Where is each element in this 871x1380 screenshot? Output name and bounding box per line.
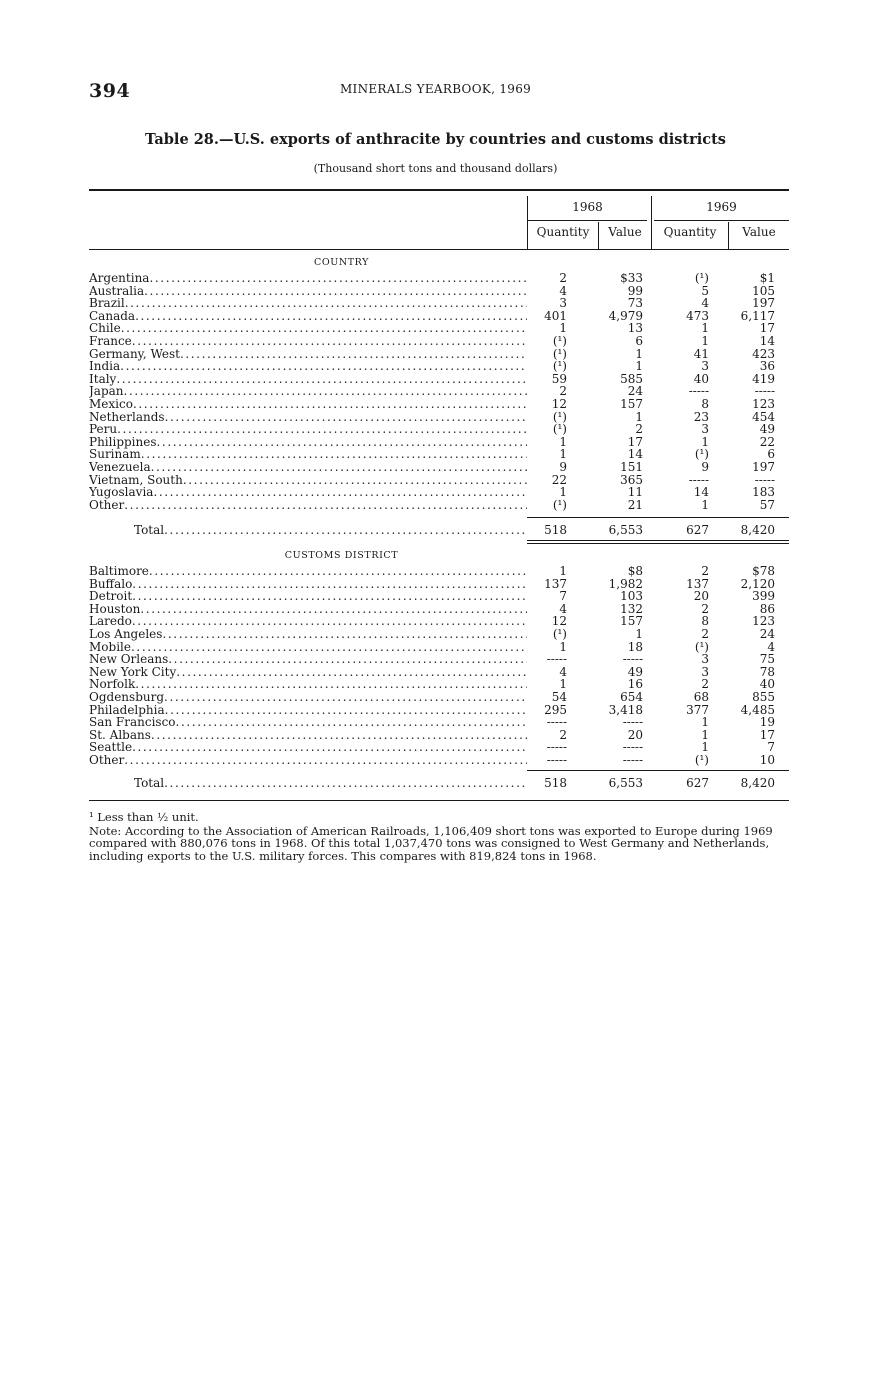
header-bottom-rule: [89, 249, 789, 250]
quantity-1969-cell: 3: [701, 422, 709, 437]
row-name: Laredo .....: [89, 615, 527, 628]
row-name: New York City .....: [89, 666, 527, 679]
row-name: India .....: [89, 360, 527, 373]
row-name: Argentina .....: [89, 272, 527, 285]
table-row: [89, 411, 789, 424]
quantity-1968-cell: (¹): [552, 497, 567, 512]
value-1969-cell: 183: [752, 485, 775, 500]
quantity-1969-cell: 2: [701, 601, 709, 616]
quantity-1969-cell: 3: [701, 664, 709, 679]
row-name: Norfolk .....: [89, 678, 527, 691]
value-1969-cell: 49: [759, 422, 775, 437]
value-1968-cell: 18: [627, 639, 643, 654]
quantity-1969-cell: 1: [701, 434, 709, 449]
table-row: [89, 754, 789, 767]
quantity-1969-cell: -----: [688, 472, 709, 487]
quantity-1969-cell: 2: [701, 627, 709, 641]
value-1969-cell: 24: [759, 627, 775, 641]
value-1969-cell: 4: [767, 639, 775, 654]
district-subtotal-rule: [527, 770, 789, 771]
footnote: ¹ Less than ½ unit.: [89, 810, 199, 824]
value-1969-cell: 10: [759, 753, 775, 767]
value-1969-cell: 419: [752, 371, 775, 386]
value-1969-cell: 14: [759, 334, 775, 348]
quantity-1968-cell: 12: [551, 397, 567, 411]
table-row: [89, 335, 789, 348]
value-1968-cell: 16: [627, 677, 643, 692]
value-1968-cell: 157: [620, 614, 643, 629]
value-1968-cell: $8: [627, 564, 643, 578]
quantity-1968-cell: (¹): [552, 627, 567, 641]
table-row: [89, 474, 789, 487]
value-1968-cell: 654: [620, 690, 643, 704]
row-name: Brazil .....: [89, 297, 527, 310]
quantity-1968-cell: 1: [559, 564, 567, 578]
value-1969-cell: 36: [759, 359, 775, 374]
quantity-1968-cell: 295: [544, 702, 567, 717]
row-name: Houston .....: [89, 603, 527, 616]
quantity-1969-cell: 2: [701, 677, 709, 692]
quantity-1969-cell: 68: [693, 690, 709, 704]
quantity-1968-cell: (¹): [552, 409, 567, 424]
table-row: [89, 373, 789, 386]
row-name: Peru .....: [89, 423, 527, 436]
table-title: Table 28.—U.S. exports of anthracite by countries and customs districts: [145, 131, 726, 148]
value-1968-cell: $33: [620, 271, 643, 285]
table-row: [89, 666, 789, 679]
note-text: Note: According to the Association of American Railroads, 1,106,409 short tons was exported to Europe during 1969 compared with 880,076 tons in 1968. Of this total 1,037,470 tons was consigned to West Germany and Netherlands, including exports to the U.S. military forces. This compares with 819,824 tons in 1968.: [89, 823, 773, 863]
quantity-1968-cell: 4: [559, 601, 567, 616]
page-number: 394: [89, 80, 131, 102]
year-1968-header: 1968: [572, 200, 603, 214]
value-1969-cell: 197: [752, 460, 775, 474]
value-1969-cell: 78: [759, 664, 775, 679]
total-row: [89, 524, 789, 537]
quantity-1968-cell: 54: [551, 690, 567, 704]
quantity-1969-cell: 41: [693, 346, 709, 361]
year-1968-underline: [528, 220, 647, 221]
header-divider-3: [651, 196, 652, 250]
value-1968-cell: -----: [622, 715, 643, 730]
table-row: [89, 653, 789, 666]
value-1969-cell: 75: [759, 652, 775, 667]
table-row: [89, 716, 789, 729]
value-1968-cell: -----: [622, 753, 643, 767]
quantity-1968-cell: 22: [551, 472, 567, 487]
row-name: France .....: [89, 335, 527, 348]
quantity-1969-cell: 5: [701, 283, 709, 298]
table-row: [89, 486, 789, 499]
value-1968-cell: 2: [635, 422, 643, 437]
value-1968-cell: 151: [620, 460, 643, 474]
value-1969-cell: 86: [759, 601, 775, 616]
quantity-1968-cell: -----: [546, 652, 567, 667]
row-name: Philippines .....: [89, 436, 527, 449]
quantity-1968-cell: 4: [559, 664, 567, 679]
row-name: Netherlands .....: [89, 411, 527, 424]
quantity-1968-cell: -----: [546, 740, 567, 755]
value-1968-cell: 1: [635, 346, 643, 361]
quantity-1968-cell: 59: [551, 371, 567, 386]
table-row: [89, 603, 789, 616]
quantity-1969-cell: 137: [686, 576, 709, 591]
row-name: Venezuela .....: [89, 461, 527, 474]
quantity-1969-cell: 4: [701, 296, 709, 311]
value-1968-cell: 585: [620, 371, 643, 386]
row-name: Chile .....: [89, 322, 527, 335]
quantity-1968-cell: 1: [559, 447, 567, 462]
row-name: Detroit .....: [89, 590, 527, 603]
quantity-1968-cell: 2: [559, 727, 567, 742]
row-name: Surinam .....: [89, 448, 527, 461]
year-1969-header: 1969: [706, 200, 737, 214]
value-1969-cell: $78: [752, 564, 775, 578]
row-name: Australia .....: [89, 285, 527, 298]
table-subtitle: (Thousand short tons and thousand dollars): [313, 162, 558, 175]
value-1968-cell: 4,979: [608, 308, 643, 323]
quantity-1969-header: Quantity: [663, 225, 717, 239]
quantity-1969-cell: 377: [686, 702, 709, 717]
quantity-1968-cell: (¹): [552, 422, 567, 437]
row-name: New Orleans .....: [89, 653, 527, 666]
value-1968-cell: 3,418: [608, 702, 643, 717]
value-1969-cell: 123: [752, 397, 775, 411]
value-1969-cell: $1: [759, 271, 775, 285]
value-1969-header: Value: [742, 225, 776, 239]
quantity-1968-cell: 12: [551, 614, 567, 629]
quantity-1968-cell: 2: [559, 271, 567, 285]
table-row: [89, 310, 789, 323]
value-1968-cell: 14: [627, 447, 643, 462]
row-name: San Francisco .....: [89, 716, 527, 729]
quantity-1968-cell: 2: [559, 384, 567, 399]
quantity-1968-cell: 1: [559, 321, 567, 336]
table-row: [89, 297, 789, 310]
value-1968-cell: 1: [635, 359, 643, 374]
quantity-1968-cell: 518: [544, 776, 567, 790]
row-name: Baltimore .....: [89, 565, 527, 578]
table-row: [89, 385, 789, 398]
quantity-1969-cell: 473: [686, 308, 709, 323]
table-row: [89, 704, 789, 717]
table-row: [89, 578, 789, 591]
row-name: Canada .....: [89, 310, 527, 323]
value-1969-cell: 19: [759, 715, 775, 730]
value-1969-cell: 105: [752, 283, 775, 298]
quantity-1969-cell: 8: [701, 397, 709, 411]
quantity-1968-cell: (¹): [552, 359, 567, 374]
value-1968-cell: 11: [627, 485, 643, 500]
total-row: [89, 777, 789, 790]
value-1968-header: Value: [608, 225, 642, 239]
quantity-1968-cell: 7: [559, 589, 567, 604]
value-1969-cell: -----: [754, 472, 775, 487]
value-1968-cell: 21: [627, 497, 643, 512]
row-name: Other .....: [89, 499, 527, 512]
row-name: Philadelphia .....: [89, 704, 527, 717]
value-1969-cell: 17: [759, 727, 775, 742]
value-1969-cell: 423: [752, 346, 775, 361]
value-1968-cell: 103: [620, 589, 643, 604]
row-name: Los Angeles .....: [89, 628, 527, 641]
table-row: [89, 565, 789, 578]
value-1968-cell: -----: [622, 652, 643, 667]
value-1968-cell: 13: [627, 321, 643, 336]
value-1969-cell: 8,420: [740, 523, 775, 537]
table-row: [89, 348, 789, 361]
table-row: [89, 436, 789, 449]
quantity-1968-cell: 518: [544, 523, 567, 537]
country-section-heading: COUNTRY: [313, 257, 370, 268]
quantity-1969-cell: 1: [701, 321, 709, 336]
value-1968-cell: 1,982: [608, 576, 643, 591]
row-name: Total .....: [134, 777, 527, 790]
value-1968-cell: 73: [627, 296, 643, 311]
quantity-1969-cell: 1: [701, 740, 709, 755]
value-1969-cell: -----: [754, 384, 775, 399]
value-1968-cell: -----: [622, 740, 643, 755]
value-1968-cell: 132: [620, 601, 643, 616]
quantity-1968-cell: 9: [559, 460, 567, 474]
row-name: Buffalo .....: [89, 578, 527, 591]
value-1968-cell: 6,553: [608, 776, 643, 790]
row-name: Japan .....: [89, 385, 527, 398]
value-1969-cell: 2,120: [740, 576, 775, 591]
table-row: [89, 615, 789, 628]
value-1968-cell: 1: [635, 627, 643, 641]
value-1969-cell: 4,485: [740, 702, 775, 717]
quantity-1968-cell: -----: [546, 715, 567, 730]
table-row: [89, 398, 789, 411]
value-1968-cell: 99: [627, 283, 643, 298]
quantity-1968-cell: 1: [559, 485, 567, 500]
country-double-rule-a: [527, 540, 789, 541]
table-row: [89, 499, 789, 512]
quantity-1969-cell: 1: [701, 334, 709, 348]
row-name: Other .....: [89, 754, 527, 767]
row-name: Ogdensburg .....: [89, 691, 527, 704]
value-1969-cell: 197: [752, 296, 775, 311]
quantity-1968-cell: 1: [559, 639, 567, 654]
quantity-1969-cell: 1: [701, 497, 709, 512]
value-1968-cell: 157: [620, 397, 643, 411]
quantity-1968-header: Quantity: [536, 225, 590, 239]
value-1968-cell: 6,553: [608, 523, 643, 537]
quantity-1968-cell: 4: [559, 283, 567, 298]
quantity-1969-cell: (¹): [694, 271, 709, 285]
quantity-1969-cell: -----: [688, 384, 709, 399]
table-row: [89, 461, 789, 474]
table-row: [89, 322, 789, 335]
quantity-1969-cell: (¹): [694, 447, 709, 462]
quantity-1968-cell: -----: [546, 753, 567, 767]
table-row: [89, 741, 789, 754]
quantity-1969-cell: 3: [701, 359, 709, 374]
row-name: Seattle .....: [89, 741, 527, 754]
table-row: [89, 448, 789, 461]
table-notes: [89, 811, 792, 862]
table-row: [89, 628, 789, 641]
value-1969-cell: 6: [767, 447, 775, 462]
country-double-rule-b: [527, 543, 789, 544]
quantity-1969-cell: (¹): [694, 753, 709, 767]
value-1969-cell: 57: [759, 497, 775, 512]
value-1969-cell: 123: [752, 614, 775, 629]
quantity-1969-cell: 20: [693, 589, 709, 604]
table-row: [89, 285, 789, 298]
quantity-1968-cell: 1: [559, 434, 567, 449]
value-1969-cell: 6,117: [740, 308, 775, 323]
table-row: [89, 641, 789, 654]
value-1968-cell: 17: [627, 434, 643, 449]
quantity-1968-cell: 3: [559, 296, 567, 311]
value-1968-cell: 20: [627, 727, 643, 742]
row-name: Mobile .....: [89, 641, 527, 654]
value-1968-cell: 24: [627, 384, 643, 399]
table-row: [89, 423, 789, 436]
value-1968-cell: 49: [627, 664, 643, 679]
table-bottom-rule: [89, 800, 789, 801]
quantity-1969-cell: 23: [693, 409, 709, 424]
table-row: [89, 590, 789, 603]
district-section-heading: CUSTOMS DISTRICT: [284, 550, 399, 561]
table-row: [89, 729, 789, 742]
value-1969-cell: 17: [759, 321, 775, 336]
row-name: Germany, West .....: [89, 348, 527, 361]
value-1969-cell: 7: [767, 740, 775, 755]
quantity-1968-cell: (¹): [552, 334, 567, 348]
value-1968-cell: 365: [620, 472, 643, 487]
table-row: [89, 678, 789, 691]
value-1968-cell: 6: [635, 334, 643, 348]
quantity-1968-cell: (¹): [552, 346, 567, 361]
table-row: [89, 272, 789, 285]
quantity-1969-cell: 14: [693, 485, 709, 500]
year-1969-underline: [654, 220, 789, 221]
row-name: St. Albans .....: [89, 729, 527, 742]
value-1969-cell: 40: [759, 677, 775, 692]
value-1969-cell: 855: [752, 690, 775, 704]
quantity-1969-cell: (¹): [694, 639, 709, 654]
value-1968-cell: 1: [635, 409, 643, 424]
quantity-1969-cell: 2: [701, 564, 709, 578]
table-row: [89, 360, 789, 373]
quantity-1969-cell: 8: [701, 614, 709, 629]
country-subtotal-rule: [527, 517, 789, 518]
quantity-1968-cell: 401: [544, 308, 567, 323]
quantity-1969-cell: 1: [701, 715, 709, 730]
row-name: Yugoslavia .....: [89, 486, 527, 499]
value-1969-cell: 8,420: [740, 776, 775, 790]
quantity-1969-cell: 627: [686, 776, 709, 790]
value-1969-cell: 399: [752, 589, 775, 604]
quantity-1969-cell: 627: [686, 523, 709, 537]
value-1969-cell: 22: [759, 434, 775, 449]
table-row: [89, 691, 789, 704]
running-head: MINERALS YEARBOOK, 1969: [339, 82, 532, 96]
top-rule: [89, 189, 789, 191]
row-name: Mexico .....: [89, 398, 527, 411]
quantity-1969-cell: 9: [701, 460, 709, 474]
quantity-1969-cell: 1: [701, 727, 709, 742]
quantity-1969-cell: 3: [701, 652, 709, 667]
quantity-1968-cell: 1: [559, 677, 567, 692]
quantity-1969-cell: 40: [693, 371, 709, 386]
row-name: Italy .....: [89, 373, 527, 386]
value-1969-cell: 454: [752, 409, 775, 424]
row-name: Total .....: [134, 524, 527, 537]
row-name: Vietnam, South .....: [89, 474, 527, 487]
quantity-1968-cell: 137: [544, 576, 567, 591]
